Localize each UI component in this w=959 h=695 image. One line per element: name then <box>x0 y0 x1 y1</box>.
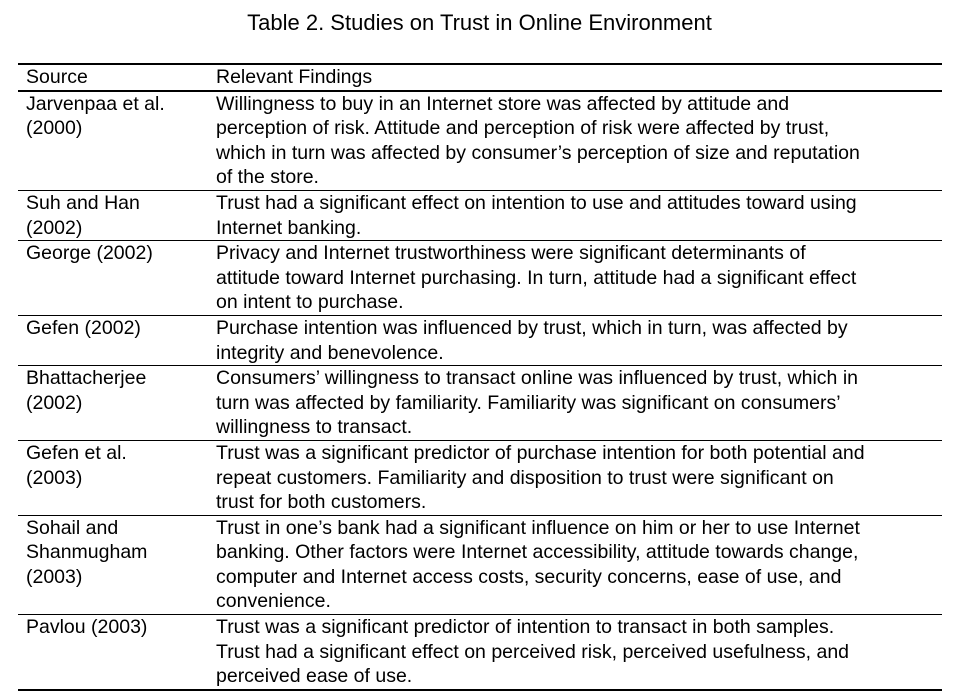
findings-line: Trust had a significant effect on intention to use and attitudes toward using <box>216 191 857 214</box>
findings-cell <box>216 191 930 240</box>
table-row <box>18 615 942 689</box>
findings-line: attitude toward Internet purchasing. In turn, attitude had a significant effect <box>216 266 857 289</box>
source-line: Bhattacherjee <box>26 367 147 390</box>
header-relevant-findings: Relevant Findings <box>216 66 373 88</box>
findings-line: Trust was a significant predictor of purchase intention for both potential and <box>216 441 865 464</box>
source-line: Jarvenpaa et al. <box>26 92 165 115</box>
findings-line: Trust in one’s bank had a significant influence on him or her to use Internet <box>216 516 860 539</box>
table-row <box>18 516 942 615</box>
findings-line: trust for both customers. <box>216 491 427 514</box>
source-cell <box>18 441 216 515</box>
source-line: Shanmugham <box>26 541 148 564</box>
table-row <box>18 316 942 366</box>
studies-table <box>18 63 942 691</box>
source-line: Pavlou (2003) <box>26 616 148 639</box>
source-cell <box>18 516 216 614</box>
source-cell <box>18 191 216 240</box>
source-line: (2003) <box>26 466 83 489</box>
source-cell <box>18 366 216 440</box>
table-row <box>18 441 942 516</box>
findings-line: which in turn was affected by consumer’s perception of size and reputation <box>216 141 860 164</box>
source-line: (2002) <box>26 216 83 239</box>
findings-cell <box>216 516 930 614</box>
findings-line: of the store. <box>216 166 319 189</box>
source-line: Gefen et al. <box>26 441 127 464</box>
table-header-row <box>18 65 942 92</box>
findings-line: banking. Other factors were Internet accessibility, attitude towards change, <box>216 541 859 564</box>
findings-line: Trust was a significant predictor of intention to transact in both samples. <box>216 616 835 639</box>
source-line: Gefen (2002) <box>26 316 141 339</box>
findings-line: Privacy and Internet trustworthiness were significant determinants of <box>216 242 806 265</box>
findings-line: Internet banking. <box>216 216 362 239</box>
source-cell <box>18 241 216 315</box>
findings-line: turn was affected by familiarity. Familiarity was significant on consumers’ <box>216 391 841 414</box>
source-line: (2002) <box>26 391 83 414</box>
source-line: (2000) <box>26 117 83 140</box>
findings-line: Willingness to buy in an Internet store was affected by attitude and <box>216 92 790 115</box>
table-caption: Table 2. Studies on Trust in Online Environment <box>247 10 712 35</box>
source-line: Sohail and <box>26 516 119 539</box>
table-row <box>18 366 942 441</box>
source-line: (2003) <box>26 565 83 588</box>
source-line: George (2002) <box>26 242 153 265</box>
findings-line: Purchase intention was influenced by trust, which in turn, was affected by <box>216 316 848 339</box>
findings-line: computer and Internet access costs, security concerns, ease of use, and <box>216 565 842 588</box>
source-cell <box>18 615 216 689</box>
findings-line: Trust had a significant effect on perceived risk, perceived usefulness, and <box>216 640 850 663</box>
findings-line: perception of risk. Attitude and perception of risk were affected by trust, <box>216 117 830 140</box>
findings-line: integrity and benevolence. <box>216 341 444 364</box>
source-cell <box>18 316 216 365</box>
findings-line: on intent to purchase. <box>216 291 404 314</box>
findings-line: perceived ease of use. <box>216 665 413 688</box>
table-row <box>18 92 942 191</box>
findings-cell <box>216 615 930 689</box>
source-line: Suh and Han <box>26 191 140 214</box>
header-source: Source <box>26 66 88 88</box>
findings-cell <box>216 316 930 365</box>
table-body <box>18 92 942 689</box>
findings-cell <box>216 92 930 190</box>
findings-line: repeat customers. Familiarity and disposition to trust were significant on <box>216 466 834 489</box>
findings-cell <box>216 441 930 515</box>
findings-line: willingness to transact. <box>216 416 413 439</box>
findings-cell <box>216 366 930 440</box>
table-row <box>18 241 942 316</box>
source-cell <box>18 92 216 190</box>
findings-line: convenience. <box>216 590 331 613</box>
table-row <box>18 191 942 241</box>
findings-line: Consumers’ willingness to transact online was influenced by trust, which in <box>216 367 858 390</box>
findings-cell <box>216 241 930 315</box>
